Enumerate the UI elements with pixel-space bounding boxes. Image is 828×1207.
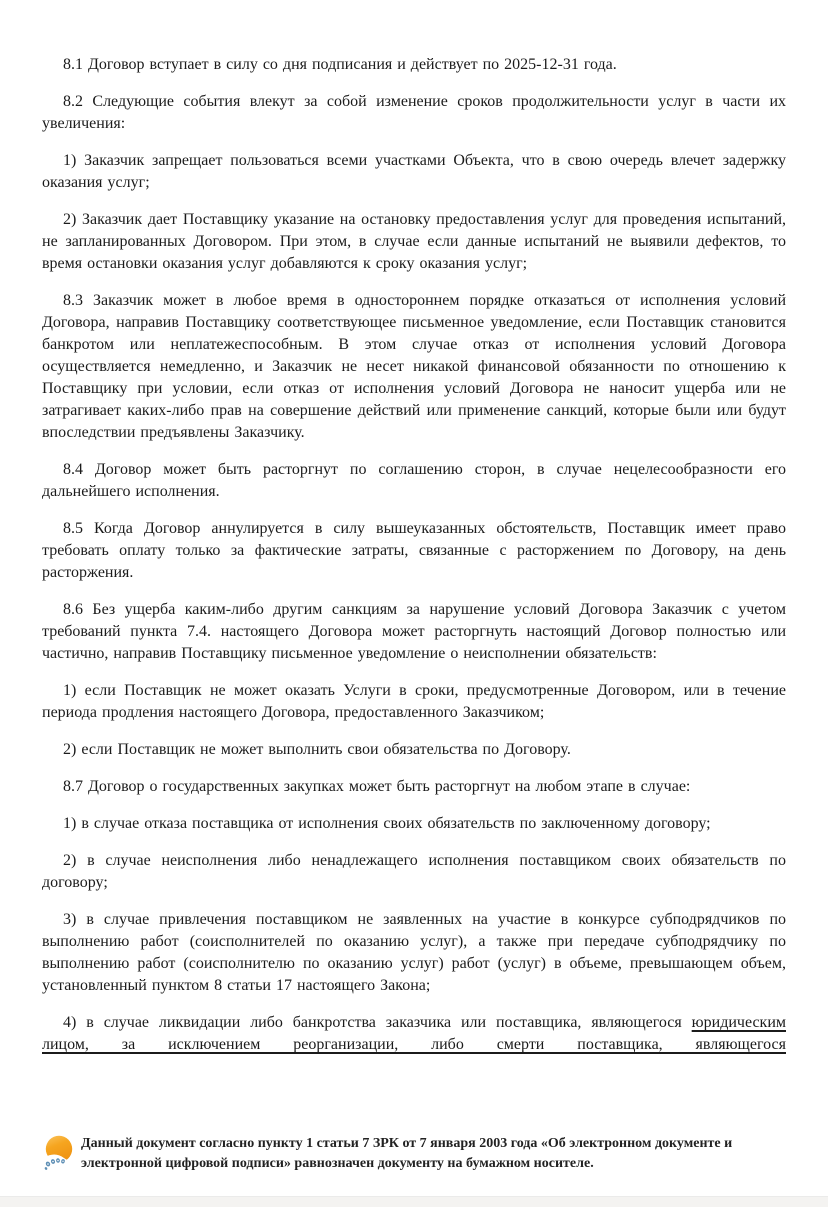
paragraph-text: 1) в случае отказа поставщика от исполнения своих обязательств по заключенному договору; [63,815,711,832]
contract-paragraph [42,54,786,76]
contract-paragraph [42,813,786,835]
paragraph-text: 2) Заказчик дает Поставщику указание на остановку предоставления услуг для проведения испытаний, не запланированных Договором. При этом, в случае если данные испытаний не выявили дефектов, то время остановки оказания услуг добавляются к сроку оказания услуг; [42,211,786,272]
paragraph-text: 3) в случае привлечения поставщиком не заявленных на участие в конкурсе субподрядчиков по выполнению работ (соисполнителей по оказанию услуг), а также при передаче субподрядчику по выполнению работ (соисполнителю по оказанию услуг) работ (услуг) в объеме, превышающем объем, установленный пунктом 8 статьи 17 настоящего Закона; [42,911,786,994]
contract-body [42,54,786,1056]
contract-paragraph [42,459,786,503]
eds-footer [44,1130,792,1194]
eds-footer-text: Данный документ согласно пункту 1 статьи 7 ЗРК от 7 января 2003 года «Об электронном документе и электронной цифровой подписи» равнозначен документу на бумажном носителе. [81,1136,733,1171]
contract-paragraph [42,850,786,894]
contract-paragraph [42,209,786,275]
underlined-text: юридическим лицом, за исключением реорганизации, либо смерти поставщика, являющегося [42,1014,786,1053]
contract-paragraph [42,599,786,665]
paragraph-text: 8.2 Следующие события влекут за собой изменение сроков продолжительности услуг в части их увеличения: [42,93,786,132]
page-bottom-edge [0,1196,828,1207]
contract-paragraph [42,776,786,798]
contract-paragraph [42,909,786,997]
paragraph-text: 1) если Поставщик не может оказать Услуги в сроки, предусмотренные Договором, или в течение периода продления настоящего Договора, предоставленного Заказчиком; [42,682,786,721]
paragraph-text: 8.5 Когда Договор аннулируется в силу вышеуказанных обстоятельств, Поставщик имеет право требовать оплату только за фактические затраты, связанные с расторжением по Договору, на день расторжения. [42,520,786,581]
paragraph-text: 1) Заказчик запрещает пользоваться всеми участками Объекта, что в свою очередь влечет задержку оказания услуг; [42,152,786,191]
eds-stamp-icon [44,1135,74,1177]
paragraph-text: 2) если Поставщик не может выполнить свои обязательства по Договору. [63,741,571,758]
contract-paragraph [42,518,786,584]
contract-paragraph [42,150,786,194]
paragraph-text: 8.7 Договор о государственных закупках может быть расторгнут на любом этапе в случае: [63,778,691,795]
contract-paragraph [42,680,786,724]
contract-paragraph [42,91,786,135]
paragraph-text: 8.6 Без ущерба каким-либо другим санкциям за нарушение условий Договора Заказчик с учетом требований пункта 7.4. настоящего Договора может расторгнуть настоящий Договор полностью или частично, направив Поставщику письменное уведомление о неисполнении обязательств: [42,601,786,662]
paragraph-text: 8.1 Договор вступает в силу со дня подписания и действует по 2025-12-31 года. [63,56,617,73]
contract-paragraph [42,290,786,444]
paragraph-text: 4) в случае ликвидации либо банкротства заказчика или поставщика, являющегося [63,1014,692,1031]
paragraph-text: 8.3 Заказчик может в любое время в одностороннем порядке отказаться от исполнения условий Договора, направив Поставщику соответствующее письменное уведомление, если Поставщик становится банкротом или неплатежеспособным. В этом случае отказ от исполнения условий Договора осуществляется немедленно, и Заказчик не несет никакой финансовой обязанности по отношению к Поставщику при условии, если отказ от исполнения условий Договора не наносит ущерба или не затрагивает каких-либо прав на совершение действий или применение санкций, которые были или будут впоследствии предъявлены Заказчику. [42,292,786,441]
contract-paragraph [42,739,786,761]
contract-paragraph [42,1012,786,1056]
paragraph-text: 2) в случае неисполнения либо ненадлежащего исполнения поставщиком своих обязательств по договору; [42,852,786,891]
paragraph-text: 8.4 Договор может быть расторгнут по соглашению сторон, в случае нецелесообразности его дальнейшего исполнения. [42,461,786,500]
